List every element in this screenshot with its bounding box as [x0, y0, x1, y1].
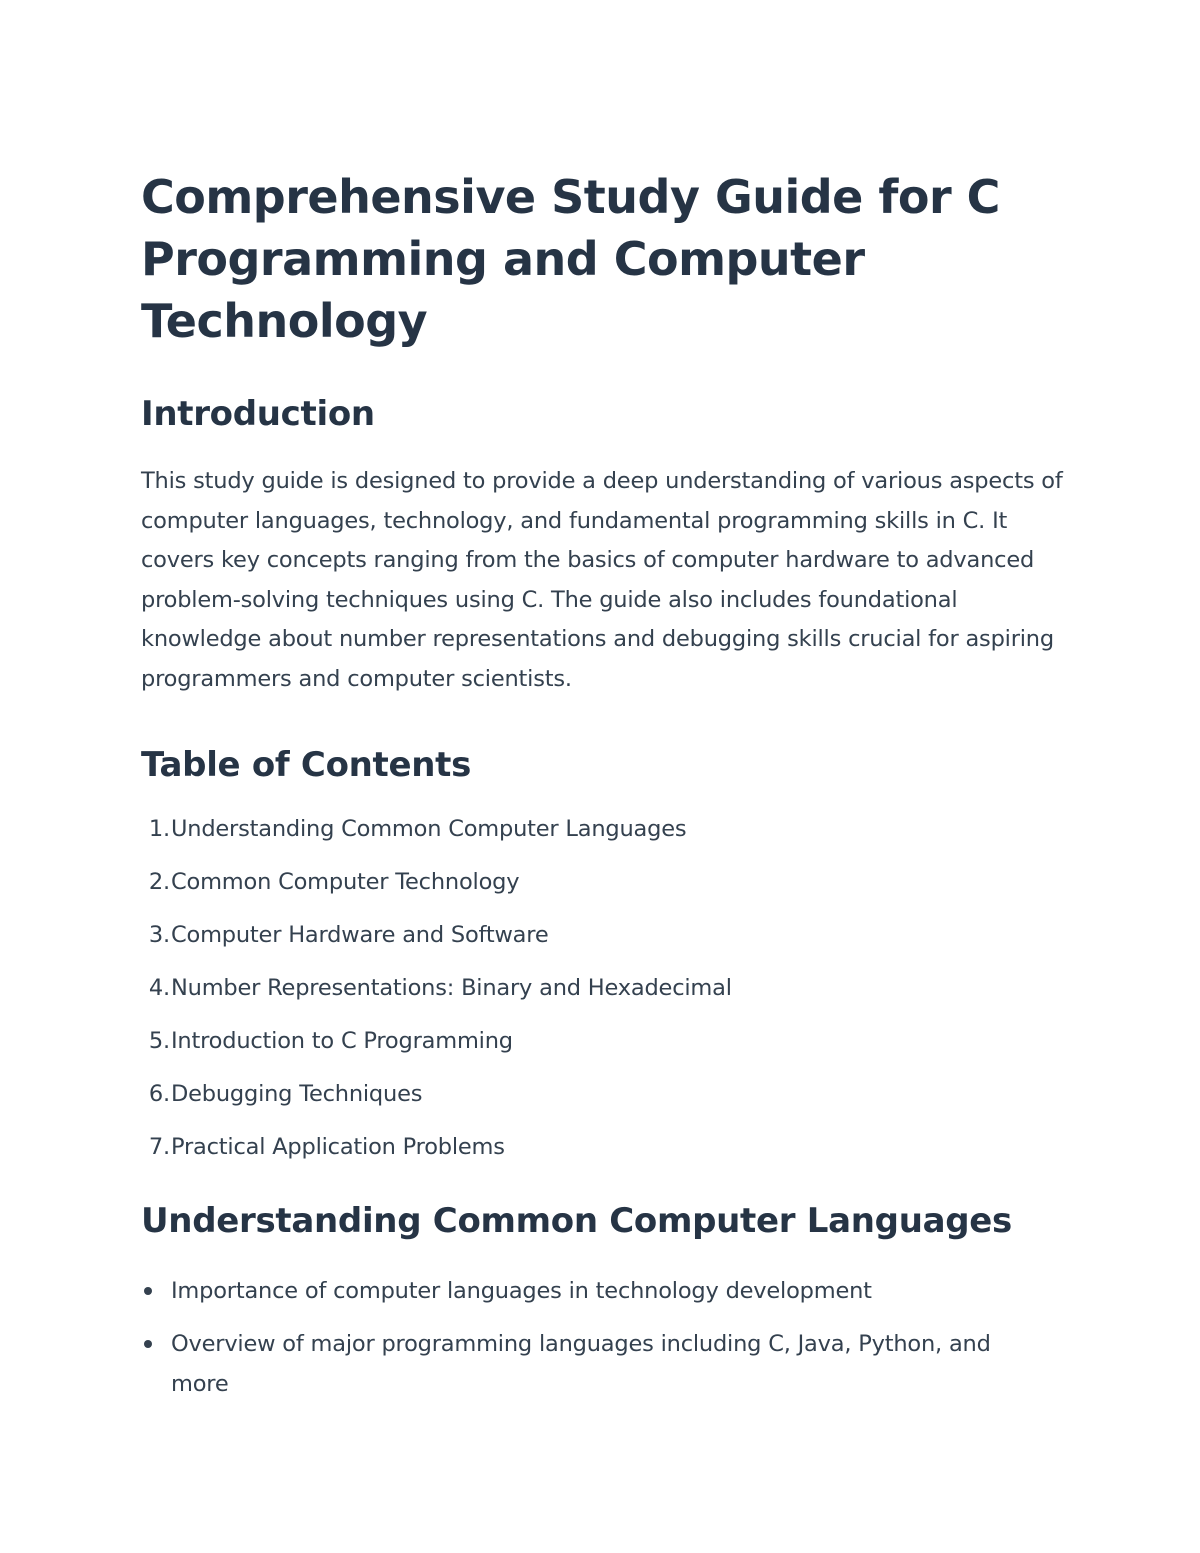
bullet-dot-icon [144, 1287, 152, 1295]
toc-item-label: Understanding Common Computer Languages [171, 816, 687, 842]
toc-item [141, 1025, 1071, 1057]
toc-item-number: 2. [148, 869, 170, 895]
toc-item [141, 813, 1071, 845]
introduction-heading: Introduction [141, 394, 375, 434]
toc-item-label: Debugging Techniques [171, 1081, 423, 1107]
toc-item-label: Common Computer Technology [171, 869, 520, 895]
toc-item-label: Number Representations: Binary and Hexadecimal [171, 975, 732, 1001]
bullet-text: Overview of major programming languages including C, Java, Python, and more [171, 1331, 991, 1397]
toc-item-number: 5. [148, 1028, 170, 1054]
bullet-text: Importance of computer languages in technology development [171, 1278, 872, 1304]
toc-item [141, 866, 1071, 898]
bullet-dot-icon [144, 1340, 152, 1348]
toc-item-label: Computer Hardware and Software [171, 922, 549, 948]
toc-item-number: 7. [148, 1134, 170, 1160]
document-page [141, 166, 1071, 1417]
toc-item [141, 1078, 1071, 1110]
table-of-contents [141, 813, 1071, 1163]
toc-heading: Table of Contents [141, 745, 472, 785]
toc-item-number: 1. [148, 816, 170, 842]
toc-item-number: 3. [148, 922, 170, 948]
languages-section-heading: Understanding Common Computer Languages [141, 1201, 1012, 1241]
document-title: Comprehensive Study Guide for C Programming and Computer Technology [141, 170, 1000, 348]
list-item [141, 1324, 1031, 1404]
toc-item [141, 972, 1071, 1004]
list-item [141, 1271, 1031, 1311]
toc-item [141, 919, 1071, 951]
toc-item-label: Practical Application Problems [171, 1134, 505, 1160]
toc-item-label: Introduction to C Programming [171, 1028, 513, 1054]
toc-item-number: 6. [148, 1081, 170, 1107]
toc-item-number: 4. [148, 975, 170, 1001]
toc-item [141, 1131, 1071, 1163]
languages-bullet-list [141, 1271, 1071, 1404]
introduction-paragraph: This study guide is designed to provide a deep understanding of various aspects of computer languages, technology, and fundamental programming skills in C. It covers key concepts ranging from the basics of computer hardware to advanced problem-solving techniques using C. The guide also includes foundational knowledge about number representations and debugging skills crucial for aspiring programmers and computer scientists. [141, 468, 1063, 692]
